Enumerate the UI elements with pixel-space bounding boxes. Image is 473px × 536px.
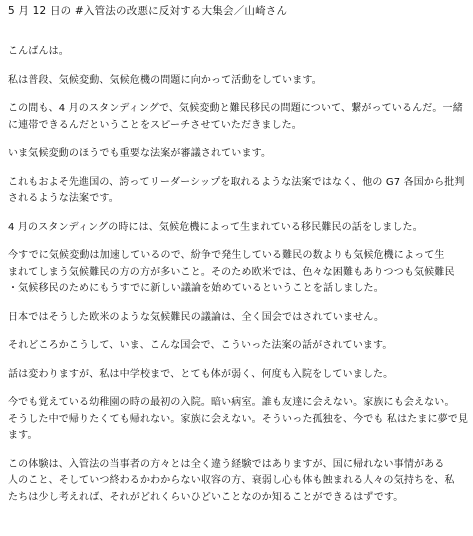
paragraph bbox=[8, 395, 469, 445]
paragraph bbox=[8, 44, 465, 61]
paragraph-line: に連帯できるんだということをスピーチさせていただきました。 bbox=[8, 119, 302, 131]
paragraph-line: 今すでに気候変動は加速しているので、紛争で発生している難民の数よりも気候危機によって生 bbox=[8, 250, 445, 261]
paragraph bbox=[8, 101, 465, 134]
paragraph-line: こんばんは。 bbox=[8, 46, 69, 57]
paragraph bbox=[8, 367, 465, 384]
paragraph-line: これもおよそ先進国の、誇ってリーダーシップを取れるような法案ではなく、他の G7 各国から批判 bbox=[8, 176, 465, 188]
paragraph-line: 人のこと、そしていつ終わるかわからない収容の方、衰弱し心も体も蝕まれる人々の気持ちを、私 bbox=[8, 475, 455, 486]
paragraph-line: ます。 bbox=[8, 430, 38, 441]
paragraph-line: 今でも覚えている幼稚園の時の最初の入院。暗い病室。誰も友達に会えない。家族にも会えない。 bbox=[8, 397, 455, 408]
paragraph bbox=[8, 175, 465, 208]
paragraph-line: たちは少し考えれば、それがどれくらいひどいことなのか知ることができるはずです。 bbox=[8, 491, 404, 503]
paragraph bbox=[8, 310, 465, 327]
paragraph bbox=[8, 248, 465, 298]
paragraph-line: いま気候変動のほうでも重要な法案が審議されています。 bbox=[8, 148, 272, 159]
paragraph-line: されるような法案です。 bbox=[8, 193, 119, 204]
paragraph-line: この間も、4 月のスタンディングで、気候変動と難民移民の問題について、繋がっているんだ。一緒 bbox=[8, 103, 463, 114]
paragraph-line: それどころかこうして、いま、こんな国会で、こういった法案の話がされています。 bbox=[8, 340, 393, 351]
document-title: 5 月 12 日の #入管法の改悪に反対する大集会／山崎さん bbox=[8, 5, 288, 17]
paragraph bbox=[8, 220, 465, 237]
paragraph-line: 日本ではそうした欧米のような気候難民の議論は、全く国会ではされていません。 bbox=[8, 311, 385, 323]
paragraph-line: ・気候移民のためにもうすでに新しい議論を始めているということを話しました。 bbox=[8, 283, 384, 294]
paragraph bbox=[8, 146, 465, 163]
paragraph-line: そうした中で帰りたくても帰れない。家族に会えない。そういった孤独を、今でも 私はたまに夢で見 bbox=[8, 413, 469, 425]
paragraph bbox=[8, 73, 465, 90]
paragraph-line: 4 月のスタンディングの時には、気候危機によって生まれている移民難民の話をしました。 bbox=[8, 221, 423, 233]
paragraph-line: 私は普段、気候変動、気候危機の問題に向かって活動をしています。 bbox=[8, 74, 322, 86]
document-body bbox=[8, 44, 469, 506]
paragraph bbox=[8, 457, 465, 507]
paragraph-line: 話は変わりますが、私は中学校まで、とても体が弱く、何度も入院をしていました。 bbox=[8, 368, 394, 380]
paragraph bbox=[8, 338, 465, 355]
paragraph-line: この体験は、入管法の当事者の方々とは全く違う経験ではありますが、国に帰れない事情がある bbox=[8, 458, 445, 470]
paragraph-line: まれてしまう気候難民の方の方が多いこと。そのため欧米では、色々な困難もありつつも気候難民 bbox=[8, 266, 455, 278]
